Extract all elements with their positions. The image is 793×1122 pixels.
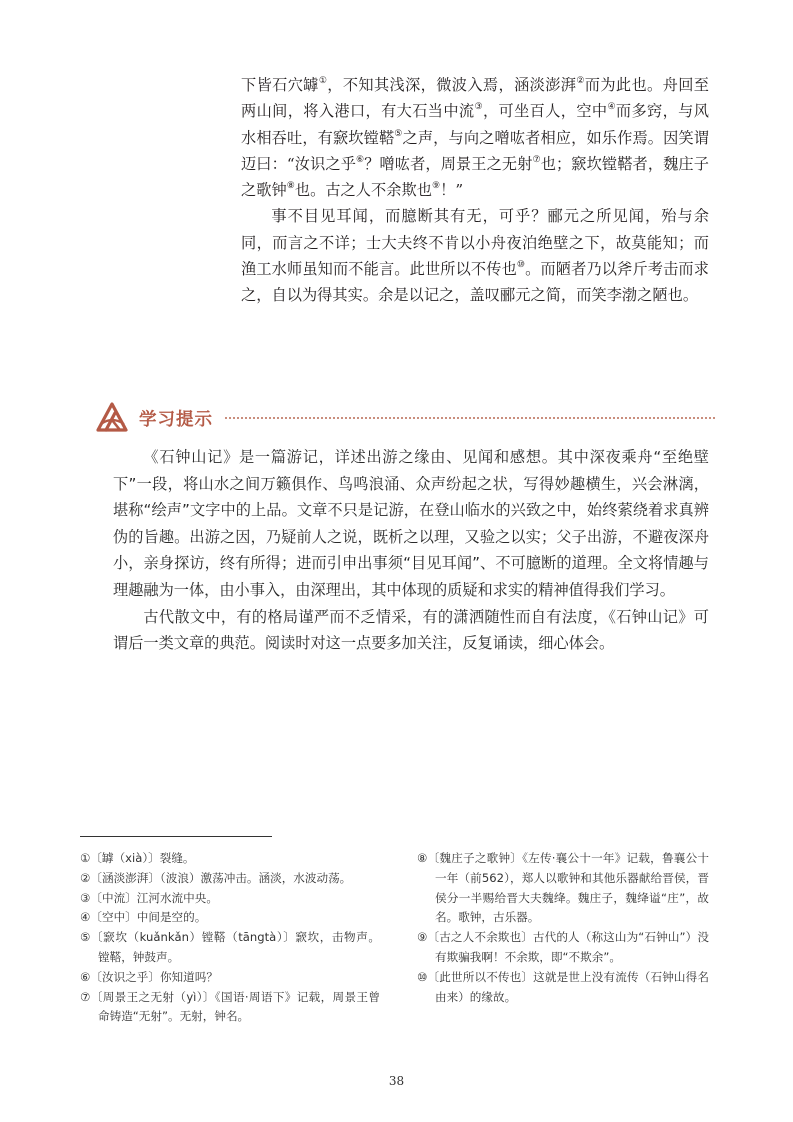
- text-segment: ，可坐百人，空中: [482, 102, 608, 121]
- tips-paragraph: 《石钟山记》是一篇游记，详述出游之缘由、见闻和感想。其中深夜乘舟“至绝壁下”一段，将山水之间万籁俱作、鸟鸣浪涌、众声纷起之状，写得妙趣横生，兴会淋漓，堪称“绘声”文字中的上品。文章不只是记游，在登山临水的兴致之中，始终萦绕着求真辨伪的旨趣。出游之因，乃疑前人之说，既析之以理，又验之以实；父子出游，不避夜深舟小，亲身探访，终有所得；进而引申出事须“目见耳闻”、不可臆断的道理。全文将情趣与理趣融为一体，由小事入，由深理出，其中体现的质疑和求实的精神值得我们学习。: [113, 448, 709, 599]
- note-marker: ⑧: [286, 181, 295, 192]
- footnote: ③〔中流〕江河水流中央。: [80, 890, 218, 905]
- footnote: ⑦〔周景王之无射（yì）〕《国语·周语下》记载，周景王曾命铸造“无射”。无射，钟名。: [80, 989, 380, 1024]
- text-segment: 而多窍，与风水相吞吐，有窾坎镗鞳: [241, 102, 709, 147]
- text-segment: 之声，与向之噌吰者相应，如乐作焉。因笑谓迈曰：“汝识之乎: [241, 128, 710, 173]
- footnote: ②〔涵淡澎湃〕（波浪）激荡冲击。涵淡，水波动荡。: [80, 870, 352, 885]
- footnotes-left-column: [80, 849, 380, 1027]
- text-segment: ，不知其浅深，微波入焉，涵淡澎湃: [327, 76, 577, 94]
- section-title: 学习提示: [139, 409, 213, 430]
- footnote: ①〔罅（xià）〕裂缝。: [80, 851, 195, 865]
- main-paragraph: [241, 203, 709, 308]
- footnote: ⑧〔魏庄子之歌钟〕《左传·襄公十一年》记载，鲁襄公十一年（前562），郑人以歌钟和其他乐器献给晋侯，晋侯分一半赐给晋大夫魏绛。魏庄子，魏绛谥“庄”，故名。歌钟，古乐器。: [417, 851, 709, 925]
- text-segment: ！”: [440, 181, 464, 200]
- section-heading: [95, 400, 715, 436]
- note-marker: ①: [318, 76, 328, 86]
- study-tips: [113, 444, 709, 657]
- page-number: 38: [388, 1074, 405, 1088]
- main-paragraph: [241, 72, 709, 203]
- text-segment: 下皆石穴罅: [241, 76, 319, 94]
- text-segment: 也。古之人不余欺也: [294, 181, 432, 200]
- footnote: ⑩〔此世所以不传也〕这就是世上没有流传（石钟山得名由来）的缘故。: [417, 969, 709, 1004]
- dotted-divider: [225, 417, 715, 419]
- note-marker: ②: [576, 76, 585, 86]
- text-segment: 。而陋者乃以斧斤考击而求之，自以为得其实。余是以记之，盖叹郦元之简，而笑李渤之陋也。: [241, 260, 709, 305]
- text-segment: 而为此也。舟回至两山间，将入港口，有大石当中流: [241, 76, 709, 121]
- text-segment: 也；窾坎镗鞳者，魏庄子之歌钟: [241, 154, 709, 200]
- footnote: ⑤〔窾坎（kuǎnkǎn）镗鞳（tāngtà）〕窾坎，击物声。镗鞳，钟鼓声。: [80, 930, 380, 964]
- main-text: [241, 72, 709, 309]
- triangle-logo-icon: [95, 402, 129, 434]
- footnote: ⑨〔古之人不余欺也〕古代的人（称这山为“石钟山”）没有欺骗我啊！不余欺，即“不欺余”。: [417, 930, 709, 964]
- note-marker: ③: [474, 102, 483, 113]
- text-segment: ？噌吰者，周景王之无射: [364, 154, 533, 173]
- note-marker: ⑤: [394, 128, 403, 139]
- footnote: ⑥〔汝识之乎〕你知道吗？: [80, 969, 218, 984]
- footnote: ④〔空中〕中间是空的。: [80, 910, 207, 925]
- note-marker: ④: [607, 102, 616, 113]
- footnotes-right-column: [417, 849, 709, 1007]
- note-marker: ⑨: [431, 181, 441, 192]
- note-marker: ⑩: [516, 260, 526, 271]
- footnote-rule: [80, 836, 272, 837]
- tips-paragraph: 古代散文中，有的格局谨严而不乏情采，有的潇洒随性而自有法度，《石钟山记》可谓后一类文章的典范。阅读时对这一点要多加关注，反复诵读，细心体会。: [113, 607, 709, 653]
- note-marker: ⑥: [356, 154, 365, 165]
- text-segment: 事不目见耳闻，而臆断其有无，可乎？郦元之所见闻，殆与余同，而言之不详；士大夫终不肯以小舟夜泊绝壁之下，故莫能知；而渔工水师虽知而不能言。此世所以不传也: [241, 207, 709, 279]
- note-marker: ⑦: [532, 154, 541, 165]
